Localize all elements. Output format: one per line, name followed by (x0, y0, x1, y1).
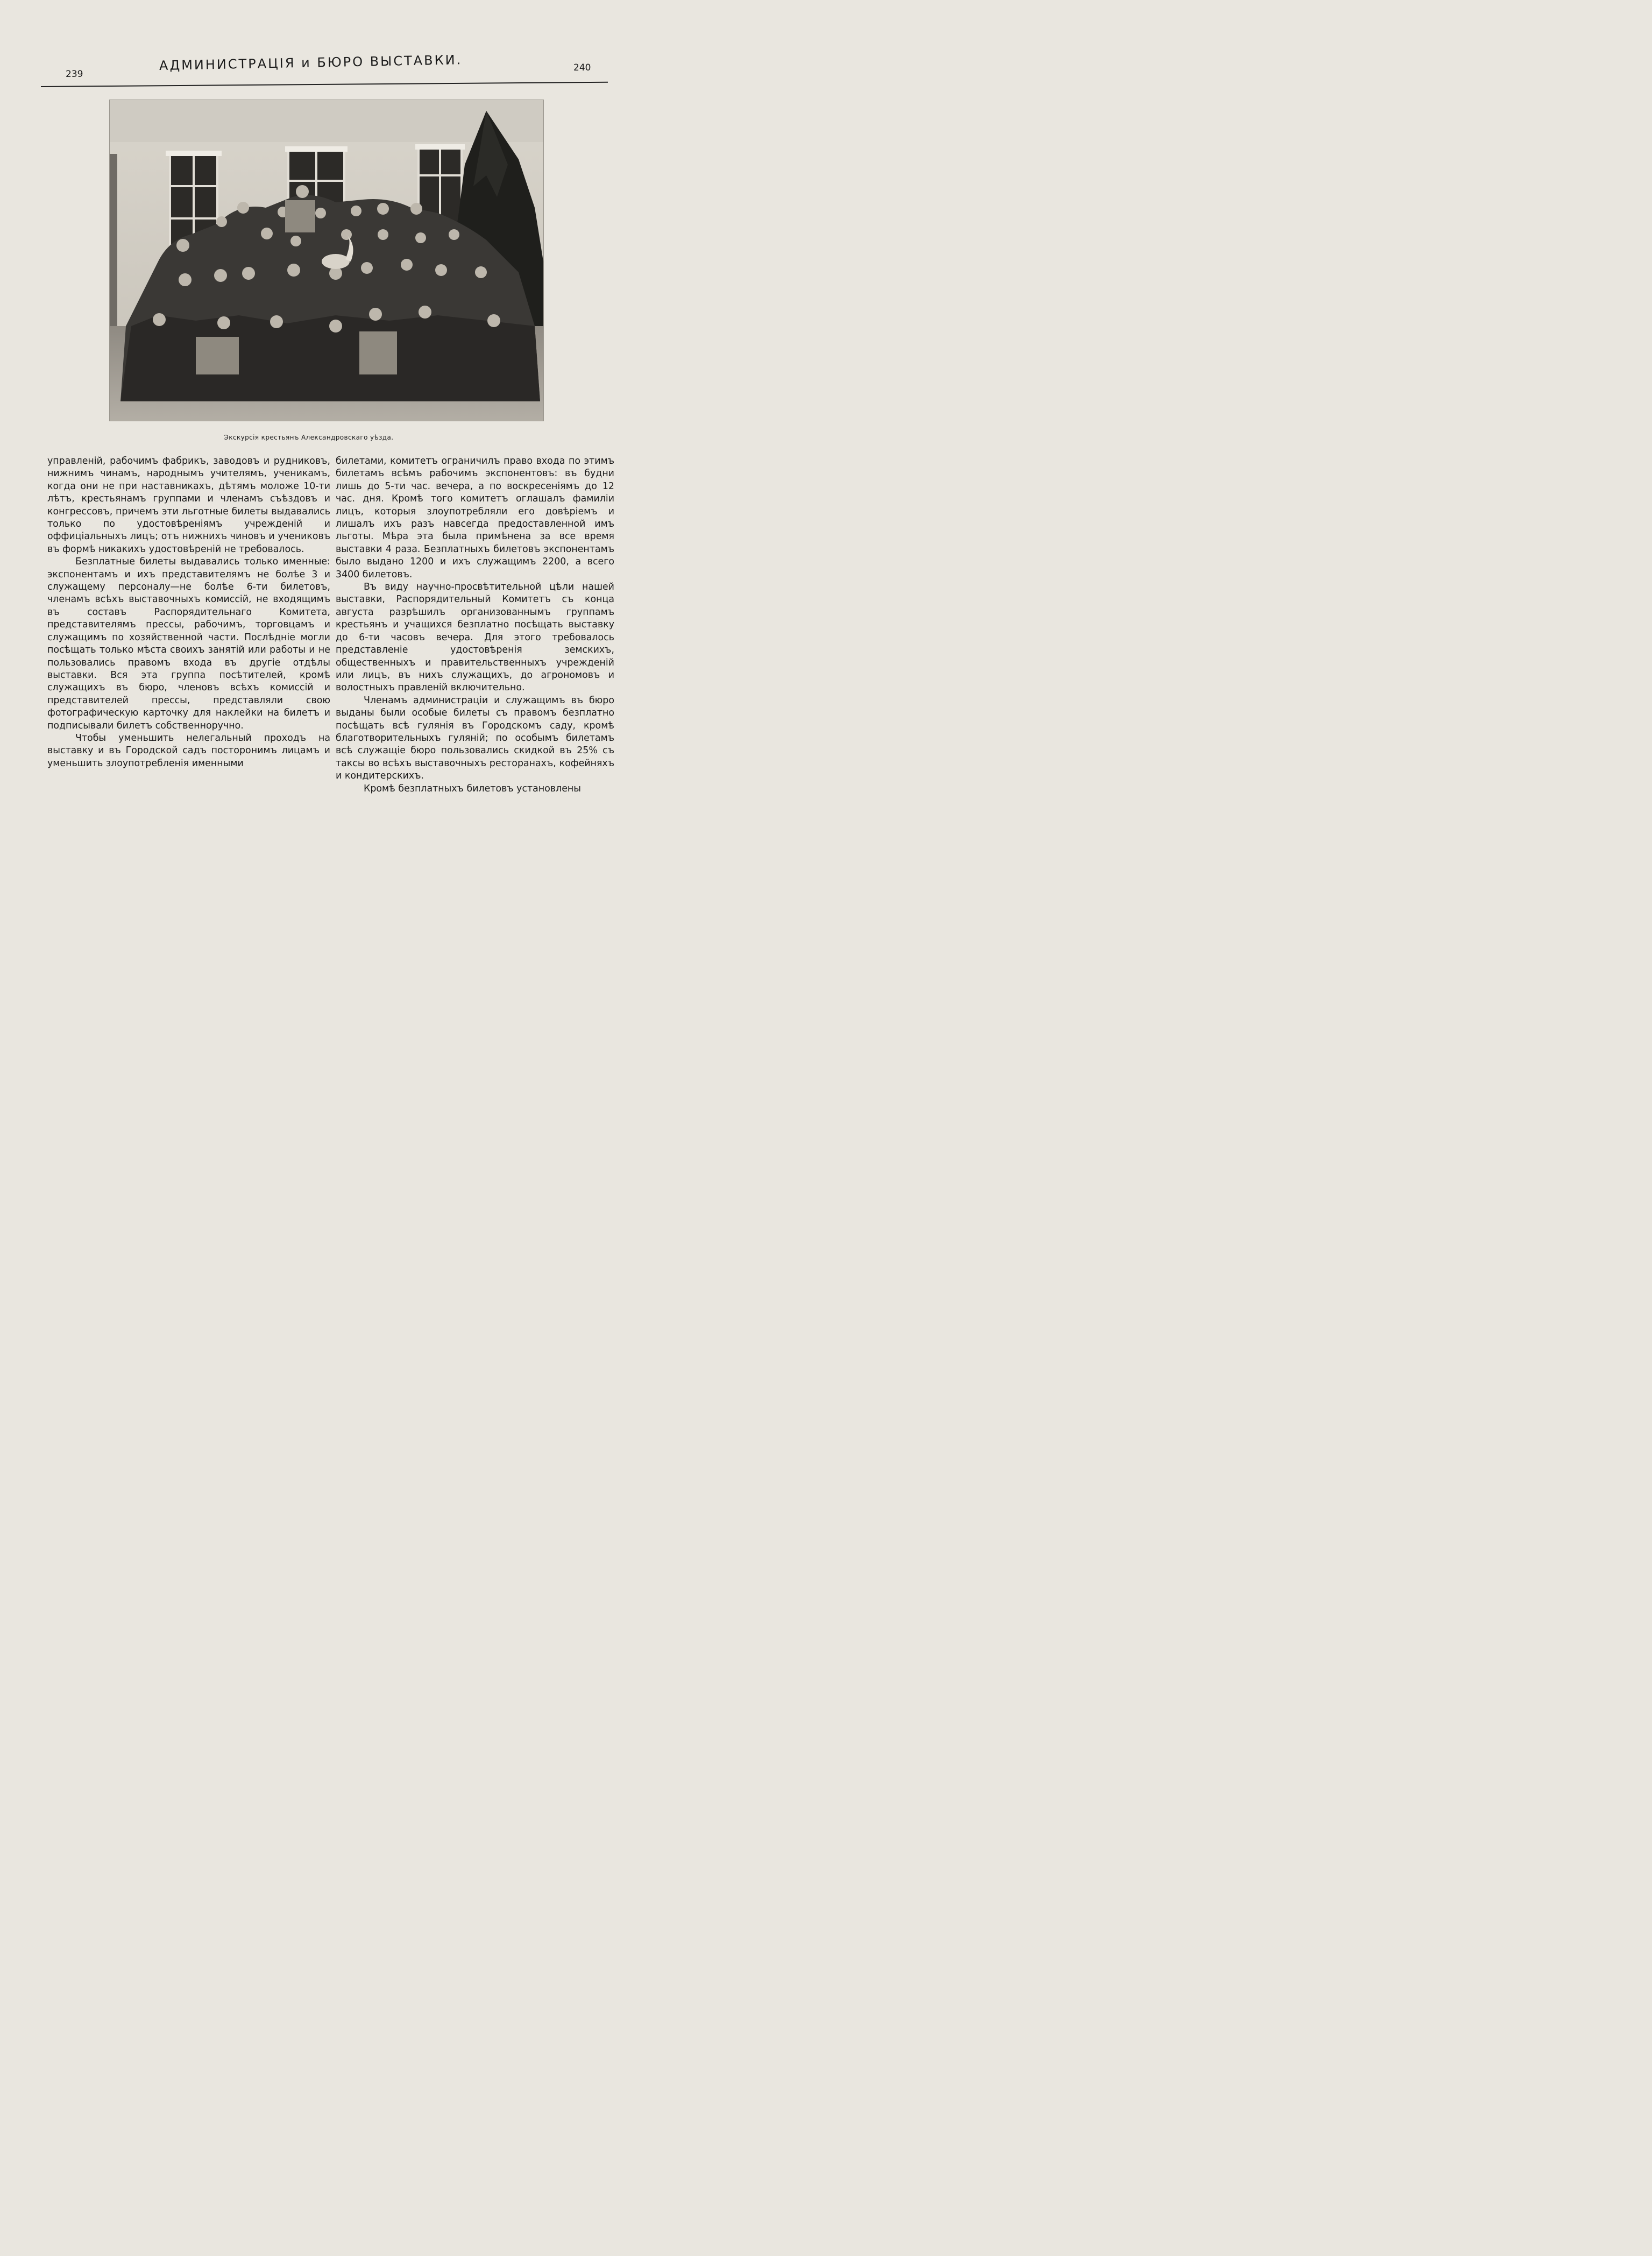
paragraph: билетами, комитетъ ограничилъ право входа по этимъ билетамъ всѣмъ рабочимъ экспонентовъ: въ будни лишь до 5-ти час. вечера, а по воскресеніямъ до 12 час. дня. Кромѣ того комитетъ оглашалъ фамиліи лицъ, которыя злоупотребляли его довѣріемъ и лишалъ ихъ разъ навсегда предоставленной имъ льготы. Мѣра эта была примѣнена за все время выставки 4 раза. Безплатныхъ билетовъ экспонентамъ было выдано 1200 и ихъ служащимъ 2200, а всего 3400 билетовъ. (336, 456, 614, 580)
text-column-right (336, 455, 614, 795)
group-photograph (110, 100, 543, 421)
paragraph: управленій, рабочимъ фабрикъ, заводовъ и рудниковъ, нижнимъ чинамъ, народнымъ учителямъ, ученикамъ, когда они не при наставникахъ, дѣтямъ моложе 10-ти лѣтъ, крестьянамъ группами и членамъ съѣздовъ и конгрессовъ, причемъ эти льготные билеты выдавались только по удостовѣреніямъ учрежденій и оффиціальныхъ лицъ; отъ нижнихъ чиновъ и учениковъ въ формѣ никакихъ удостовѣреній не требовалось. (47, 456, 330, 555)
figure-caption: Экскурсія крестьянъ Александровскаго уѣзда. (224, 434, 394, 441)
running-head: АДМИНИСТРАЦІЯ и БЮРО ВЫСТАВКИ. (159, 52, 463, 73)
page-number-right: 240 (573, 62, 591, 73)
paragraph: Чтобы уменьшить нелегальный проходъ на выставку и въ Городской садъ посторонимъ лицамъ и уменьшить злоупотребленія именными (47, 732, 330, 769)
photograph-illustration (110, 100, 543, 421)
page-number-left: 239 (66, 69, 83, 80)
paragraph: Кромѣ безплатныхъ билетовъ установлены (364, 783, 582, 794)
header-rule (41, 82, 608, 87)
paragraph: Безплатные билеты выдавались только именные: экспонентамъ и ихъ представителямъ не болѣе 3 и служащему персоналу—не болѣе 6-ти билетовъ, членамъ всѣхъ выставочныхъ комиссій, не входящимъ въ составъ Распорядительнаго Комитета, представителямъ прессы, рабочимъ, торговцамъ и служащимъ по хозяйственной части. Послѣдніе могли посѣщать только мѣста своихъ занятій или работы и не пользовались правомъ входа въ другіе отдѣлы выставки. Вся эта группа посѣтителей, кромѣ служащихъ въ бюро, членовъ всѣхъ комиссій и представителей прессы, представляли свою фотографическую карточку для наклейки на билетъ и подписывали билетъ собственноручно. (47, 556, 330, 731)
text-column-left (47, 455, 330, 770)
paragraph: Членамъ администраціи и служащимъ въ бюро выданы были особые билеты съ правомъ безплатно посѣщать всѣ гулянія въ Городскомъ саду, кромѣ благотворительныхъ гуляній; по особымъ билетамъ всѣ служащіе бюро пользовались скидкой въ 25% съ таксы во всѣхъ выставочныхъ ресторанахъ, кофейняхъ и кондитерскихъ. (336, 695, 614, 782)
paragraph: Въ виду научно-просвѣтительной цѣли нашей выставки, Распорядительный Комитетъ съ конца августа разрѣшилъ организованнымъ группамъ крестьянъ и учащихся безплатно посѣщать выставку до 6-ти часовъ вечера. Для этого требовалось представленіе удостовѣренія земскихъ, общественныхъ и правительственныхъ учрежденій или лицъ, въ нихъ служащихъ, до агрономовъ и волостныхъ правленій включительно. (336, 582, 614, 694)
